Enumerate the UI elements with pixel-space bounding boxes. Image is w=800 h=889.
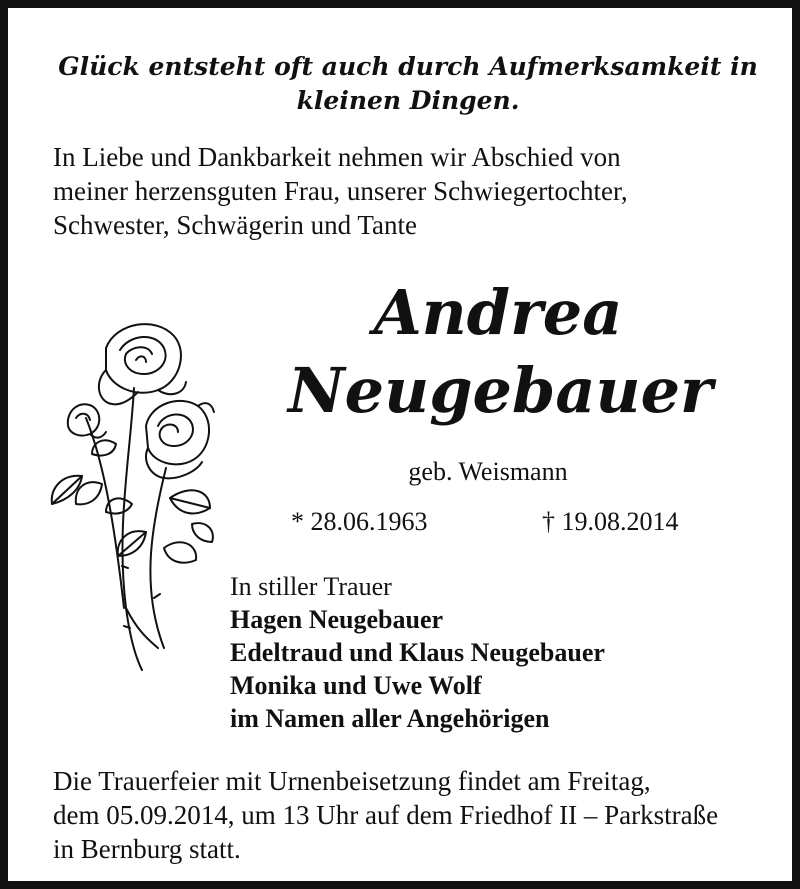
roses-illustration-icon [46, 308, 228, 678]
death-date: † 19.08.2014 [542, 507, 679, 536]
motto-line: kleinen Dingen. [296, 86, 520, 115]
mourner-name: im Namen aller Angehörigen [230, 704, 550, 733]
mourner-name: Hagen Neugebauer [230, 605, 444, 634]
mourner-name: Monika und Uwe Wolf [230, 671, 482, 700]
deceased-first-name: Andrea [373, 276, 623, 349]
service-line: Die Trauerfeier mit Urnenbeisetzung findet am Freitag, [53, 766, 651, 796]
motto-line: Glück entsteht oft auch durch Aufmerksamkeit in [58, 52, 758, 81]
intro-line: Schwester, Schwägerin und Tante [53, 210, 417, 240]
service-line: in Bernburg statt. [53, 834, 241, 864]
mourners-block [230, 570, 750, 735]
farewell-intro [53, 140, 763, 242]
motto-quote [48, 50, 768, 118]
intro-line: meiner herzensguten Frau, unserer Schwiegertochter, [53, 176, 628, 206]
mourner-name: Edeltraud und Klaus Neugebauer [230, 638, 605, 667]
maiden-name: geb. Weismann [408, 457, 568, 486]
funeral-service-info [53, 764, 763, 866]
intro-line: In Liebe und Dankbarkeit nehmen wir Abschied von [53, 142, 621, 172]
deceased-last-name: Neugebauer [288, 354, 713, 427]
birth-date: * 28.06.1963 [291, 507, 428, 536]
service-line: dem 05.09.2014, um 13 Uhr auf dem Friedhof II – Parkstraße [53, 800, 719, 830]
mourners-heading: In stiller Trauer [230, 572, 392, 601]
